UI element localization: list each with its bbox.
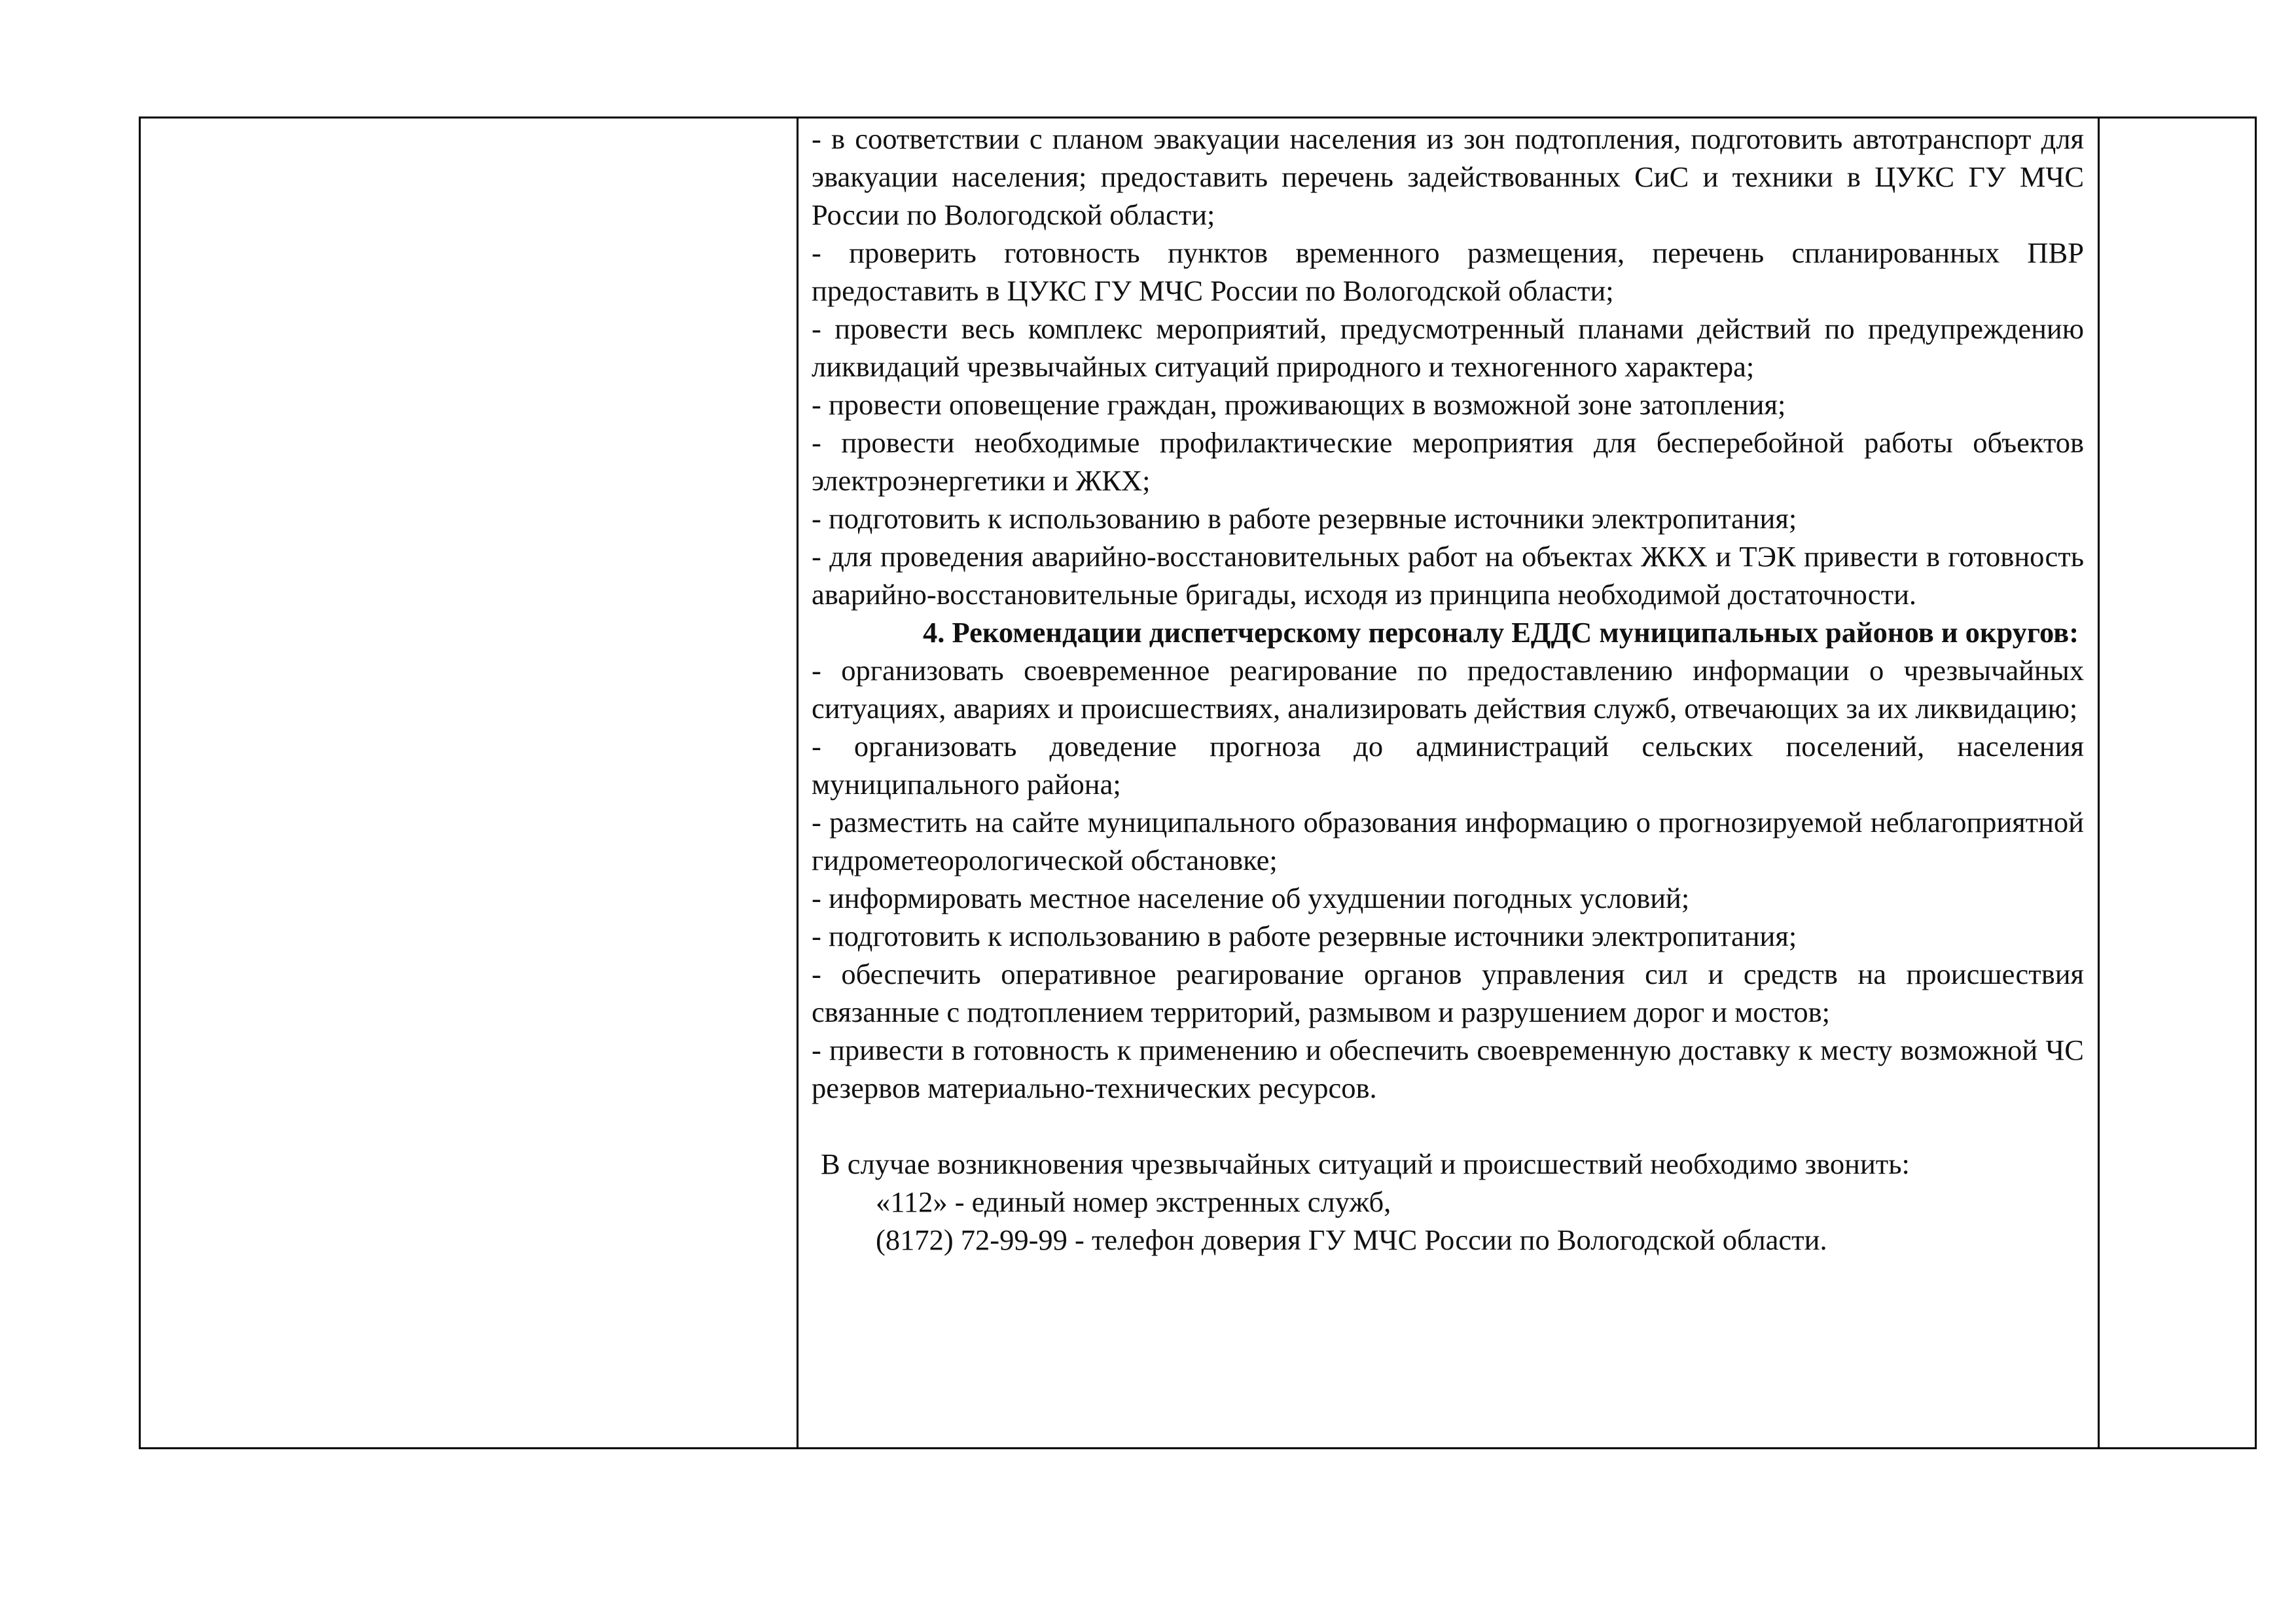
- section4-item-4: - информировать местное население об ухудшении погодных условий;: [812, 882, 1690, 914]
- emergency-intro: В случае возникновения чрезвычайных ситуаций и происшествий необходимо звонить:: [821, 1147, 1910, 1180]
- document-table: [139, 117, 2257, 1449]
- section3-item-4: - провести оповещение граждан, проживающих в возможной зоне затопления;: [812, 388, 1786, 421]
- section3-item-7: - для проведения аварийно-восстановительных работ на объектах ЖКХ и ТЭК привести в готовность аварийно-восстановительные бригады, исходя из принципа необходимой достаточности.: [812, 540, 2084, 611]
- section4-heading: 4. Рекомендации диспетчерскому персоналу ЕДДС муниципальных районов и округов:: [923, 616, 2079, 649]
- column-divider-left: [797, 118, 798, 1447]
- section3-item-5: - провести необходимые профилактические мероприятия для бесперебойной работы объектов электроэнергетики и ЖКХ;: [812, 426, 2084, 497]
- recommendations-cell: [812, 120, 2084, 1259]
- section3-item-1: - в соответствии с планом эвакуации населения из зон подтопления, подготовить автотранспорт для эвакуации населения; предоставить перечень задействованных СиС и техники в ЦУКС ГУ МЧС России по Вологодской области;: [812, 122, 2084, 231]
- column-divider-right: [2098, 118, 2100, 1447]
- section4-item-2: - организовать доведение прогноза до администраций сельских поселений, населения муниципального района;: [812, 730, 2084, 801]
- emergency-number-112: «112» - единый номер экстренных служб,: [876, 1185, 1391, 1218]
- section4-item-1: - организовать своевременное реагирование по предоставлению информации о чрезвычайных ситуациях, авариях и происшествиях, анализировать действия служб, отвечающих за их ликвидацию;: [812, 654, 2084, 725]
- section4-item-3: - разместить на сайте муниципального образования информацию о прогнозируемой неблагоприятной гидрометеорологической обстановке;: [812, 806, 2084, 876]
- section4-item-7: - привести в готовность к применению и обеспечить своевременную доставку к месту возможной ЧС резервов материально-технических ресурсов.: [812, 1034, 2084, 1104]
- section3-item-6: - подготовить к использованию в работе резервные источники электропитания;: [812, 502, 1797, 535]
- section4-item-5: - подготовить к использованию в работе резервные источники электропитания;: [812, 920, 1797, 952]
- emergency-hotline: (8172) 72-99-99 - телефон доверия ГУ МЧС России по Вологодской области.: [876, 1223, 1827, 1256]
- section3-item-3: - провести весь комплекс мероприятий, предусмотренный планами действий по предупреждению ликвидаций чрезвычайных ситуаций природного и техногенного характера;: [812, 312, 2084, 383]
- section3-item-2: - проверить готовность пунктов временного размещения, перечень спланированных ПВР предоставить в ЦУКС ГУ МЧС России по Вологодской области;: [812, 236, 2084, 307]
- section4-item-6: - обеспечить оперативное реагирование органов управления сил и средств на происшествия связанные с подтоплением территорий, размывом и разрушением дорог и мостов;: [812, 958, 2084, 1028]
